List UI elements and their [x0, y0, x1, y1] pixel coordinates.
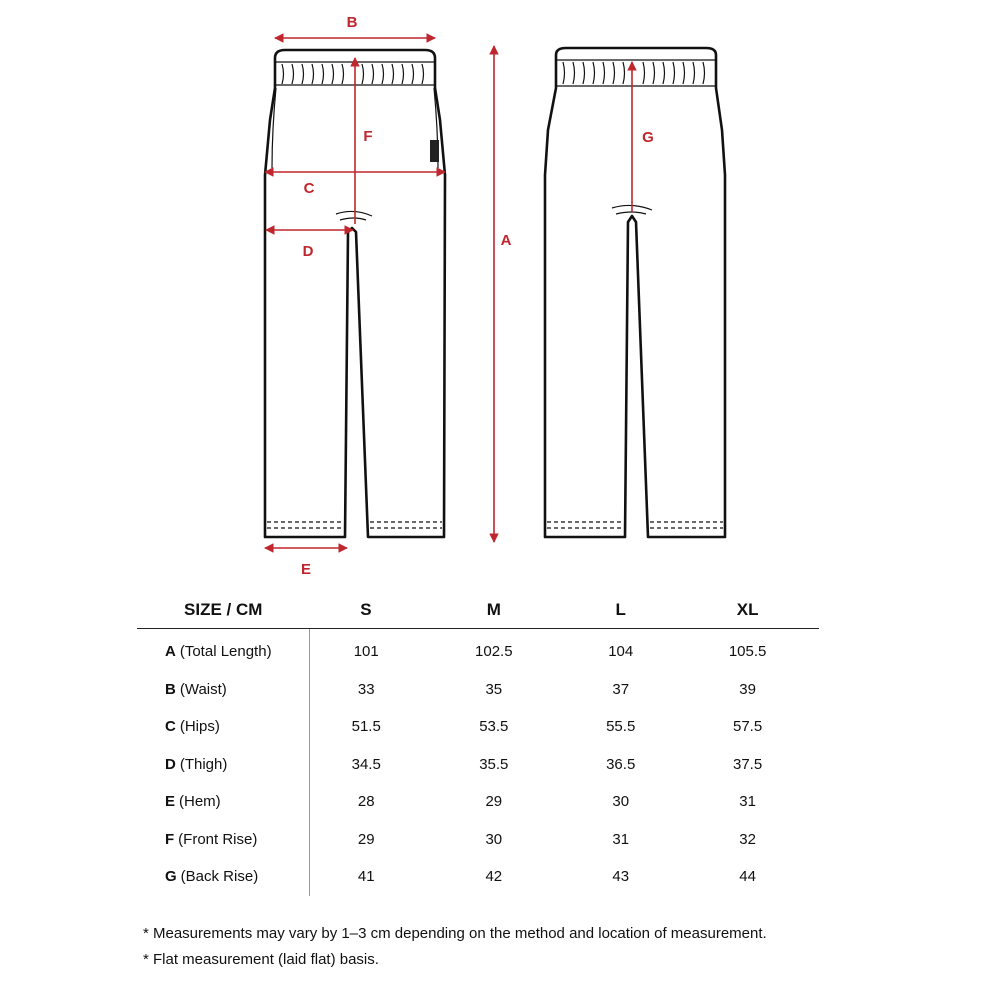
measure-label-f: F [363, 128, 373, 145]
measure-label-c: C [303, 180, 315, 197]
table-cell: 30 [612, 793, 630, 811]
table-cell: 55.5 [606, 718, 636, 736]
table-cell: 29 [485, 793, 503, 811]
row-code: D [165, 755, 176, 773]
pants-back-illustration [545, 48, 725, 537]
row-name: (Thigh) [179, 755, 228, 773]
row-label [137, 746, 310, 784]
table-cell: 35 [485, 680, 503, 698]
table-cell: 37 [612, 680, 630, 698]
table-cell: 35.5 [479, 755, 509, 773]
table-cell: 32 [739, 830, 756, 848]
size-chart-table [137, 592, 819, 896]
measurement-notes [143, 921, 767, 973]
table-cell: 33 [357, 680, 375, 698]
table-row [137, 783, 819, 821]
size-column-header: XL [676, 592, 819, 629]
table-cell: 43 [612, 868, 630, 886]
table-cell: 105.5 [728, 643, 767, 661]
row-code: B [165, 680, 176, 698]
row-code: E [165, 793, 176, 811]
row-name: (Hips) [179, 718, 220, 736]
size-column-header: M [422, 592, 565, 629]
row-label [137, 858, 310, 896]
table-row [137, 671, 819, 709]
table-cell: 42 [485, 868, 503, 886]
size-unit-header: SIZE / CM [137, 592, 310, 629]
size-column-header: L [565, 592, 676, 629]
row-label [137, 821, 310, 859]
table-cell: 29 [357, 830, 375, 848]
table-cell: 44 [739, 868, 756, 886]
row-name: (Total Length) [179, 643, 272, 661]
table-row [137, 746, 819, 784]
row-name: (Back Rise) [180, 868, 259, 886]
table-cell: 37.5 [733, 755, 763, 773]
row-label [137, 671, 310, 709]
table-cell: 57.5 [733, 718, 763, 736]
row-code: F [165, 830, 175, 848]
row-code: G [165, 868, 177, 886]
table-cell: 53.5 [479, 718, 509, 736]
table-row [137, 821, 819, 859]
row-code: C [165, 718, 176, 736]
table-cell: 102.5 [475, 643, 513, 661]
table-cell: 28 [357, 793, 375, 811]
row-label [137, 783, 310, 821]
table-header-row [137, 592, 819, 629]
row-code: A [165, 643, 176, 661]
row-name: (Front Rise) [178, 830, 258, 848]
table-cell: 101 [353, 643, 379, 661]
table-cell: 34.5 [351, 755, 381, 773]
brand-tag-icon [430, 140, 439, 162]
row-label [137, 708, 310, 746]
measure-label-d: D [302, 243, 314, 260]
table-cell: 51.5 [351, 718, 381, 736]
table-cell: 41 [357, 868, 375, 886]
note-line: * Flat measurement (laid flat) basis. [143, 951, 379, 968]
table-row [137, 629, 819, 671]
row-name: (Waist) [179, 680, 227, 698]
row-name: (Hem) [179, 793, 221, 811]
table-cell: 30 [485, 830, 503, 848]
measure-label-e: E [300, 561, 312, 578]
size-column-header: S [310, 592, 423, 629]
table-cell: 39 [739, 680, 756, 698]
measure-label-b: B [346, 14, 358, 31]
table-row [137, 858, 819, 896]
measure-label-a: A [500, 232, 512, 249]
measure-label-g: G [642, 129, 654, 146]
table-cell: 31 [612, 830, 630, 848]
note-line: * Measurements may vary by 1–3 cm depending on the method and location of measurement. [143, 925, 767, 942]
row-label [137, 629, 310, 671]
table-row [137, 708, 819, 746]
table-cell: 36.5 [606, 755, 636, 773]
table-cell: 31 [739, 793, 756, 811]
table-cell: 104 [608, 643, 634, 661]
